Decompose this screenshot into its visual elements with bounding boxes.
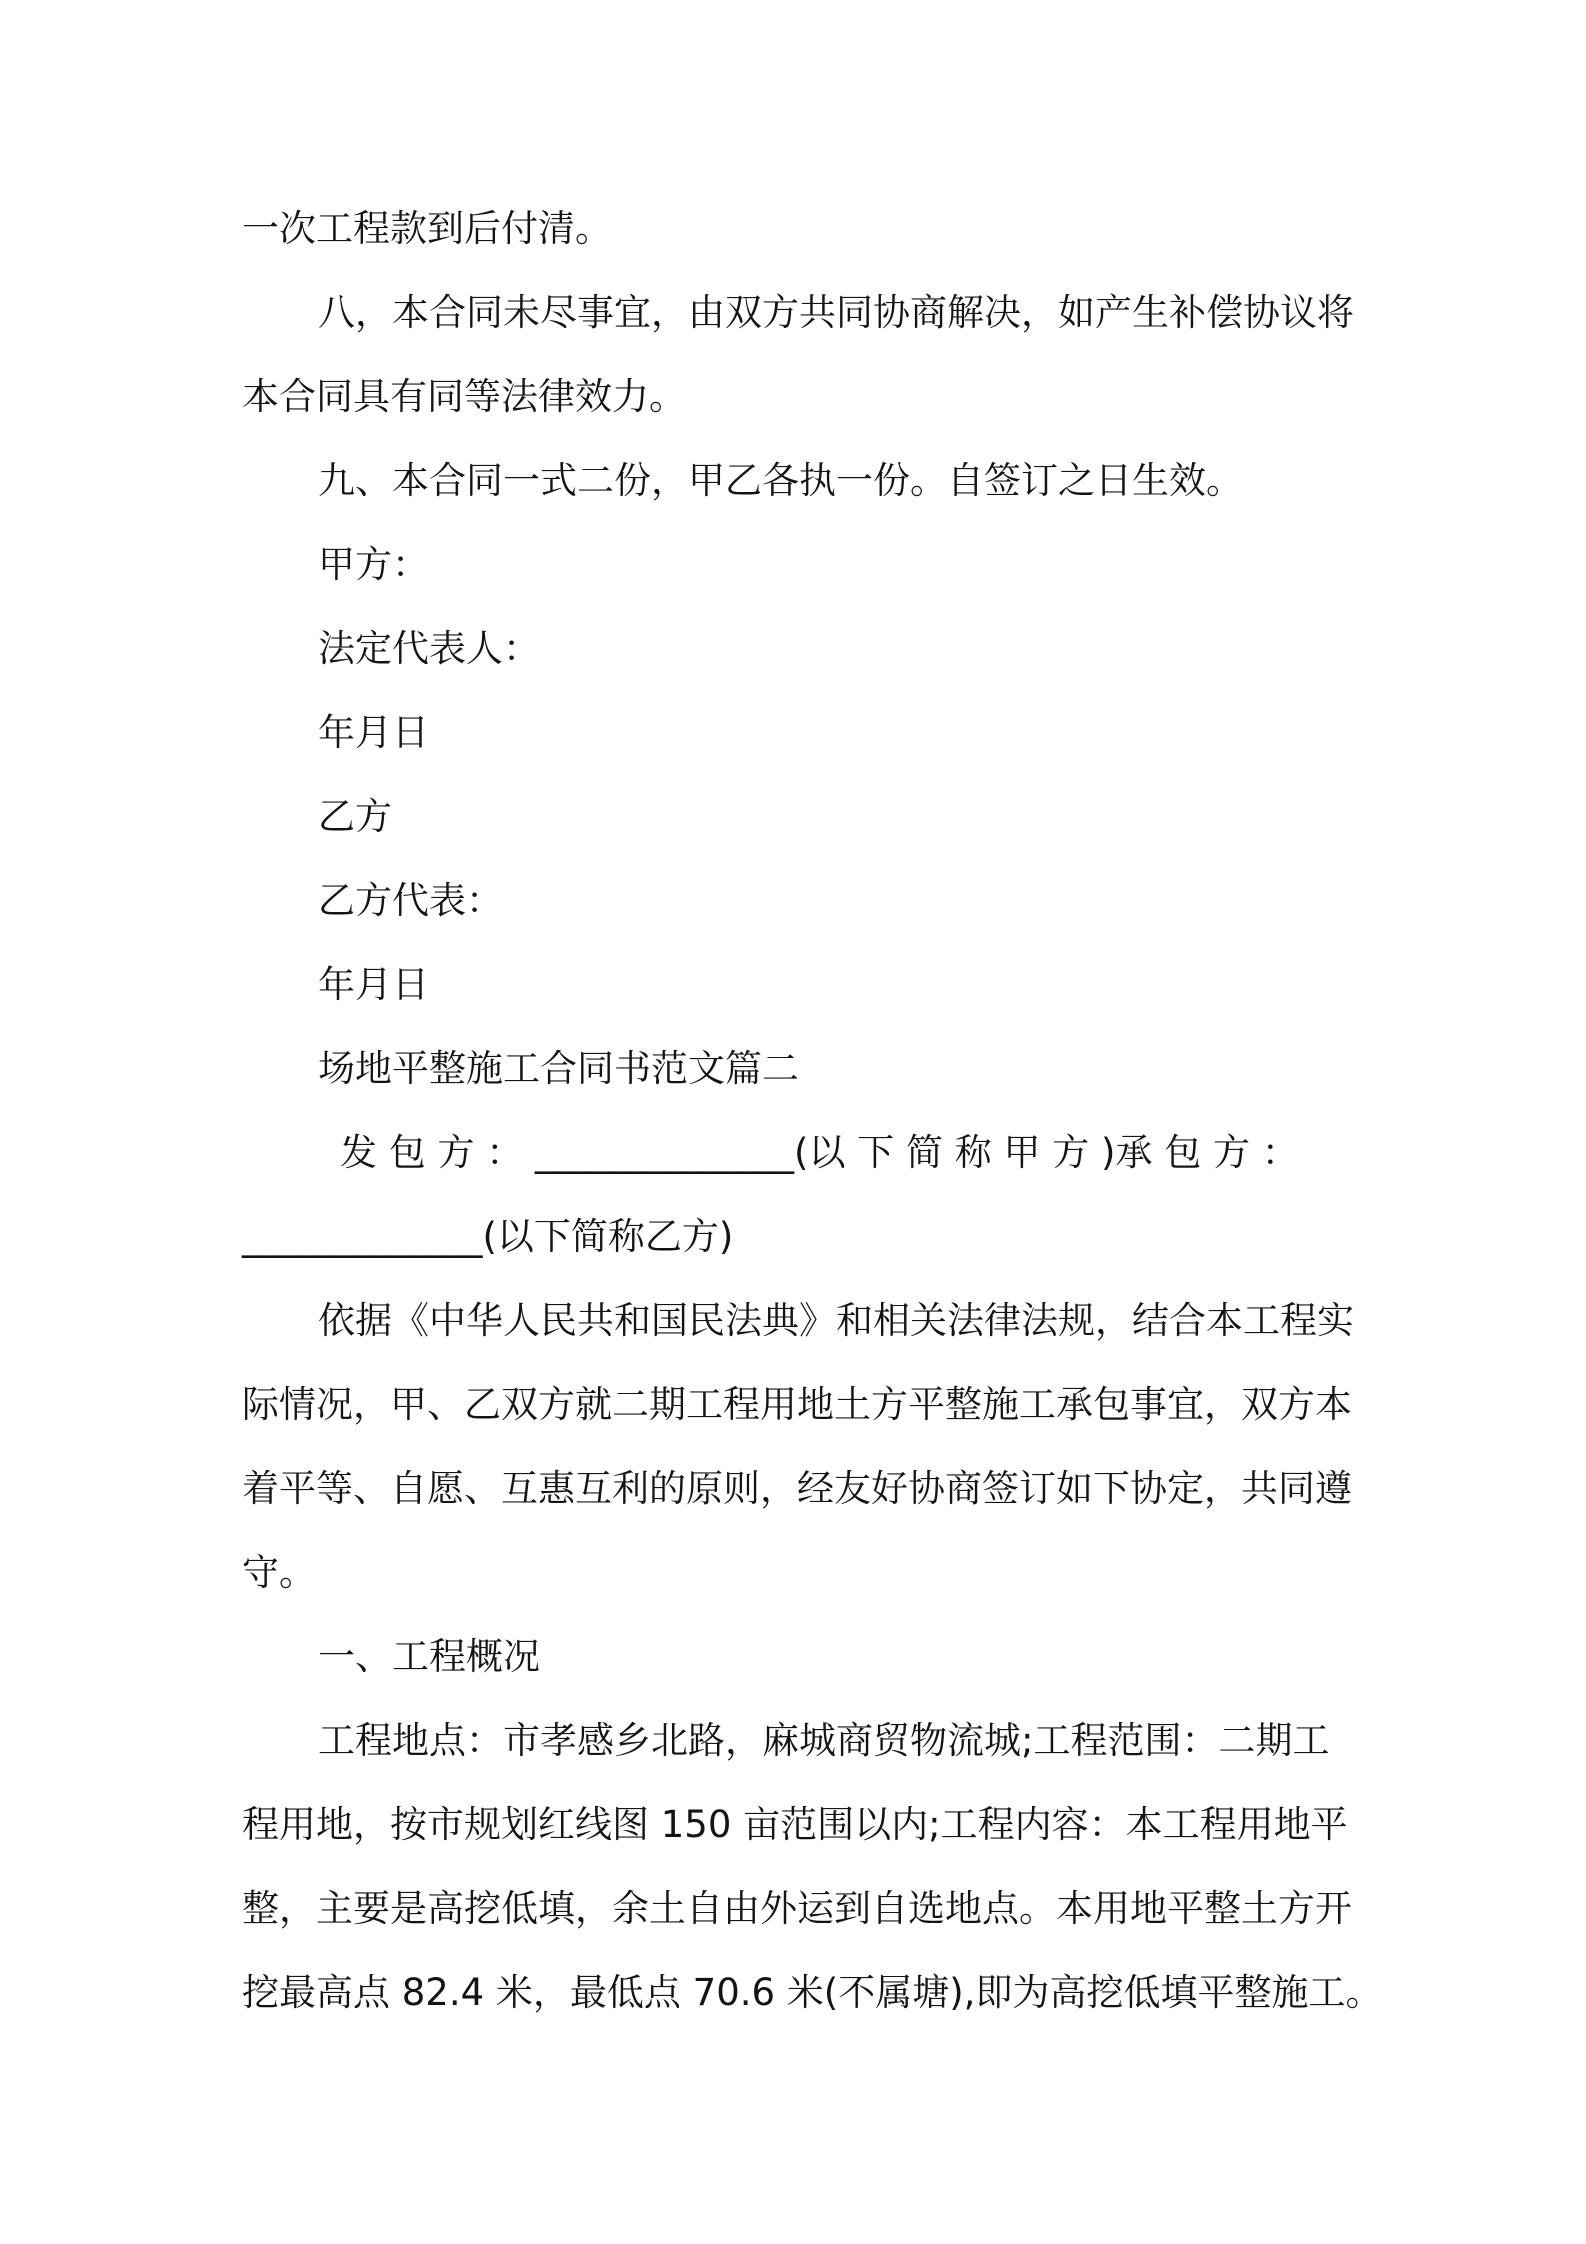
signature-label-party-b-rep: 乙方代表： — [318, 879, 503, 922]
party-line: 发 包 方 ： ______________(以 下 简 称 甲 方 )承 包 方 ： — [340, 1131, 1299, 1174]
section-title: 场地平整施工合同书范文篇二 — [318, 1047, 799, 1090]
paragraph-line: 着平等、自愿、互惠互利的原则，经友好协商签订如下协定，共同遵 — [242, 1467, 1352, 1510]
paragraph-line: 际情况，甲、乙双方就二期工程用地土方平整施工承包事宜，双方本 — [242, 1383, 1352, 1426]
paragraph-line: 九、本合同一式二份，甲乙各执一份。自签订之日生效。 — [318, 459, 1243, 502]
paragraph-line: 工程地点：市孝感乡北路，麻城商贸物流城;工程范围：二期工 — [318, 1719, 1330, 1762]
signature-label-party-a: 甲方： — [318, 543, 429, 586]
paragraph-line: 守。 — [242, 1551, 316, 1594]
paragraph-line: 程用地，按市规划红线图 150 亩范围以内;工程内容：本工程用地平 — [242, 1803, 1348, 1846]
paragraph-line: 本合同具有同等法律效力。 — [242, 375, 686, 418]
signature-label-legal-rep: 法定代表人： — [318, 627, 540, 670]
section-heading: 一、工程概况 — [318, 1635, 540, 1678]
signature-date: 年月日 — [318, 963, 429, 1006]
paragraph-line: 整，主要是高挖低填，余土自由外运到自选地点。本用地平整土方开 — [242, 1887, 1352, 1930]
paragraph-line: 一次工程款到后付清。 — [242, 207, 612, 250]
party-line: _____________(以下简称乙方) — [242, 1215, 734, 1258]
signature-date: 年月日 — [318, 711, 429, 754]
paragraph-line: 八，本合同未尽事宜，由双方共同协商解决，如产生补偿协议将 — [318, 291, 1354, 334]
signature-label-party-b: 乙方 — [318, 795, 392, 838]
paragraph-line: 挖最高点 82.4 米，最低点 70.6 米(不属塘),即为高挖低填平整施工。 — [242, 1971, 1383, 2014]
paragraph-line: 依据《中华人民共和国民法典》和相关法律法规，结合本工程实 — [318, 1299, 1354, 1342]
